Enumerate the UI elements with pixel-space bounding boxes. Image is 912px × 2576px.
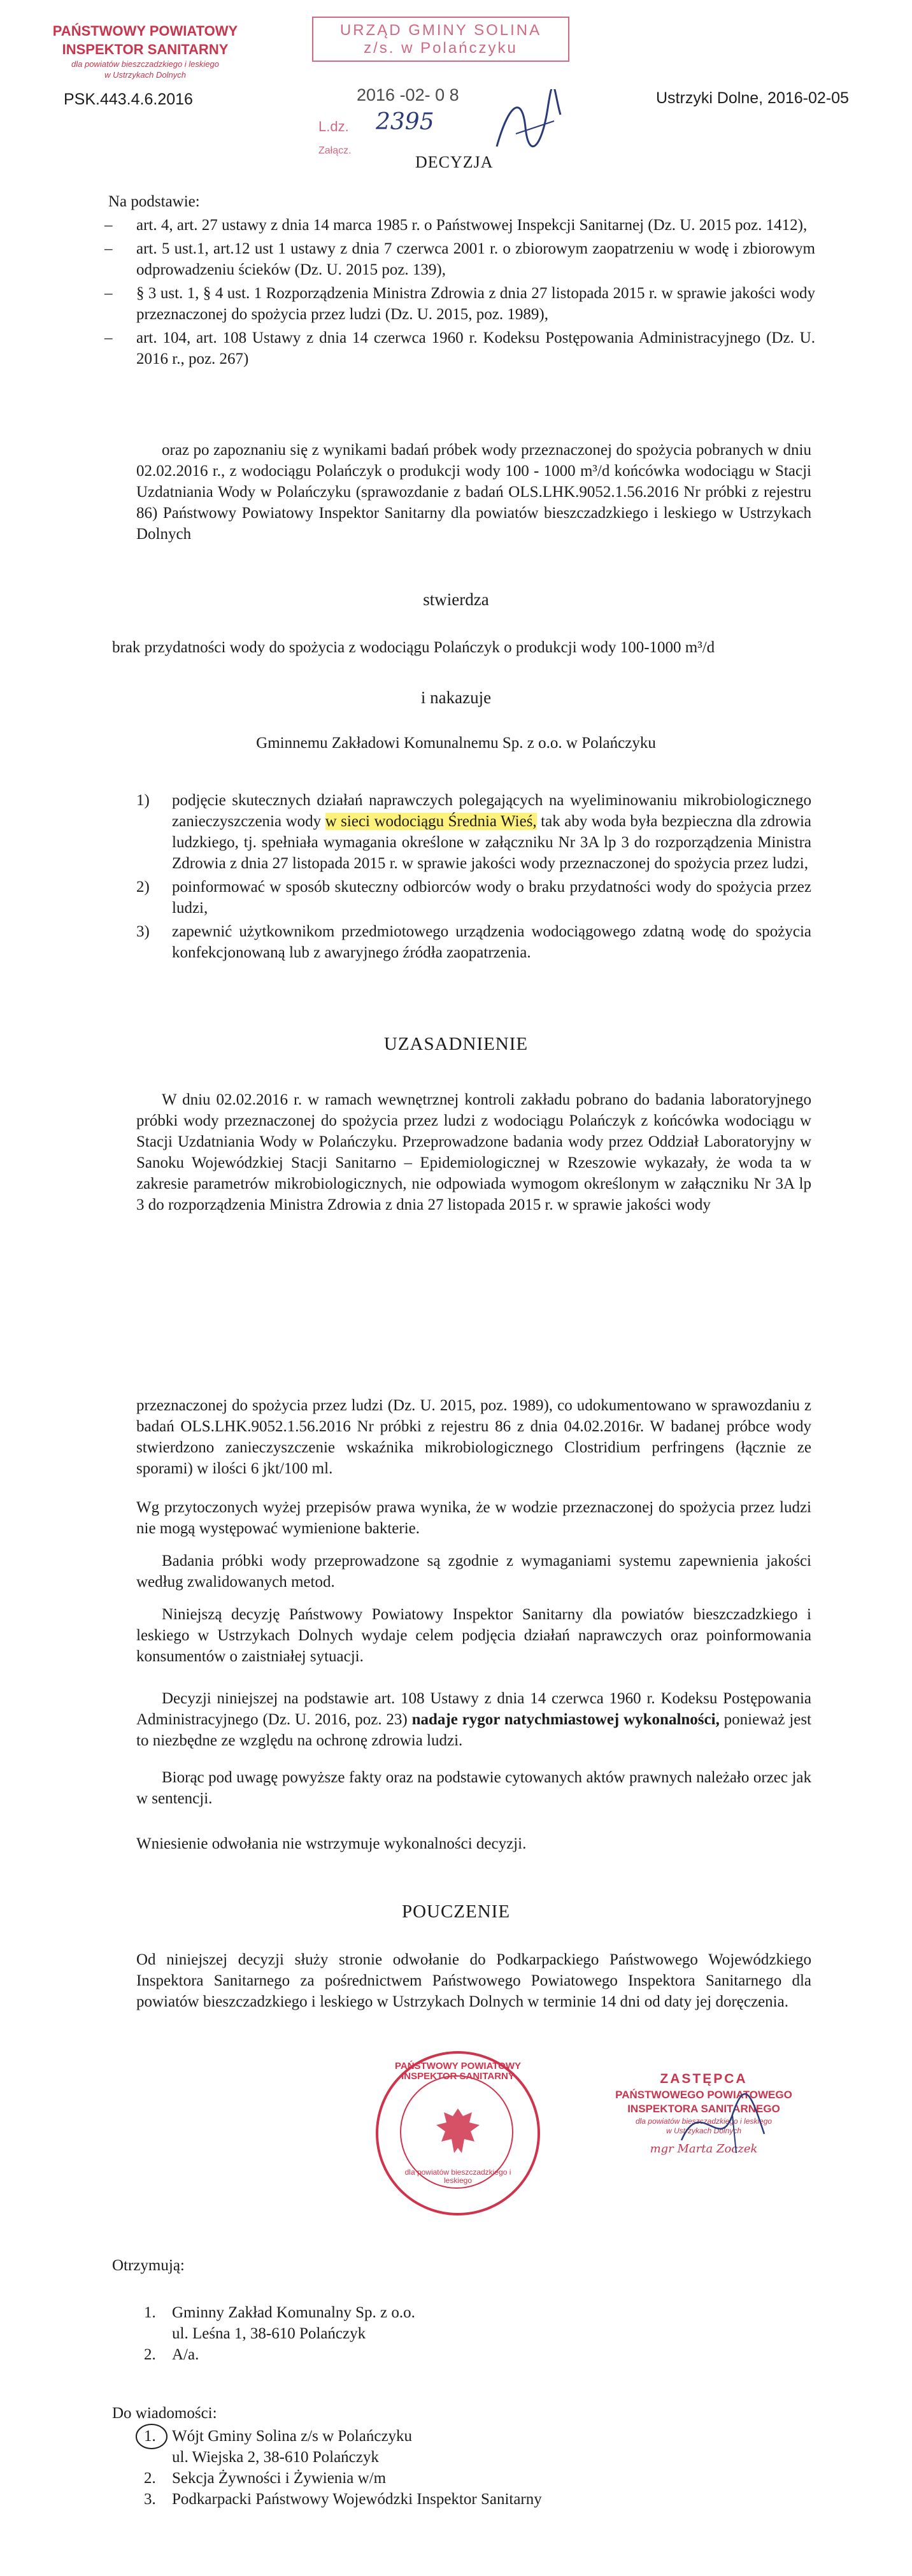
cc-item: [144, 2426, 781, 2468]
signatory-line3: dla powiatów bieszczadzkiego i leskiego: [635, 2116, 773, 2126]
signatory-title: ZASTĘPCA: [660, 2072, 748, 2086]
handwritten-circle-icon: [132, 2421, 171, 2452]
order-label: i nakazuje: [420, 688, 492, 707]
cc-address: ul. Wiejska 2, 38-610 Polańczyk: [172, 2449, 379, 2466]
paragraph-5-text: Decyzji niniejszej na podstawie art. 108 Ustawy z dnia 14 czerwca 1960 r. Kodeksu Postępowania Administracyjnego (Dz. U. 2016, poz. 23): [136, 1690, 811, 1728]
recipient-name: A/a.: [172, 2346, 199, 2363]
issuer-stamp-line3: dla powiatów bieszczadzkiego i leskiego: [71, 59, 219, 69]
cc-name: Podkarpacki Państwowy Wojewódzki Inspektor Sanitarny: [172, 2491, 542, 2508]
order-number: 2): [136, 878, 150, 896]
recipient-item: [144, 2302, 717, 2344]
cc-item: [144, 2489, 781, 2510]
finding-text: brak przydatności wody do spożycia z wodociągu Polańczyk o produkcji wody 100-1000 m³/d: [112, 639, 715, 656]
signatory-line2: INSPEKTORA SANITARNEGO: [627, 2103, 780, 2115]
justification-paragraph-3: Badania próbki wody przeprowadzone są zgodnie z wymaganiami systemu zapewnienia jakości według zwalidowanych metod.: [136, 1552, 811, 1591]
legal-basis: [96, 191, 815, 372]
recipient-name: Gminny Zakład Komunalny Sp. z o.o.: [172, 2304, 415, 2321]
justification-paragraph-1: W dniu 02.02.2016 r. w ramach wewnętrznej kontroli zakładu pobrano do badania laboratoryjnego próbki wody przeznaczonej do spożycia przez ludzi z wodociągu Polańczyk z końcówka wodociągu w Stacji Uzdatniania Wody w Polańczyku. Przeprowadzone badania wody przez Oddział Laboratoryjny w Sanoku Wojewódzkiej Stacji Sanitarno – Epidemiologicznej w Rzeszowie wykazały, że woda ta w zakresie parametrów mikrobiologicznych, nie odpowiada wymogom określonym w załączniku Nr 3A lp 3 do rozporządzenia Ministra Zdrowia z dnia 27 listopada 2015 r. w sprawie jakości wody: [136, 1091, 811, 1213]
signatory-name: mgr Marta Zoczek: [650, 2142, 758, 2156]
instruction-heading: POUCZENIE: [401, 1901, 511, 1922]
reference-number: PSK.443.4.6.2016: [64, 90, 193, 108]
order-item: [136, 877, 811, 919]
order-text: zapewnić użytkownikom przedmiotowego urządzenia wodociągowego zdatną wodę do spożycia konfekcjonowaną lub z awaryjnego źródła zaopatrzenia.: [172, 923, 811, 961]
legal-basis-item: – art. 104, art. 108 Ustawy z dnia 14 czerwca 1960 r. Kodeksu Postępowania Administracyjnego (Dz. U. 2016 r., poz. 267): [96, 327, 815, 369]
justification-paragraph-6: Biorąc pod uwagę powyższe fakty oraz na podstawie cytowanych aktów prawnych należało orzec jak w sentencji.: [136, 1769, 811, 1807]
legal-basis-item: – art. 5 ust.1, art.12 ust 1 ustawy z dnia 7 czerwca 2001 r. o zbiorowym zaopatrzeniu w wodę i zbiorowym odprowadzeniu ścieków (Dz. U. 2015 poz. 139),: [96, 238, 815, 280]
order-number: 3): [136, 923, 150, 940]
handwritten-signature-icon: [490, 89, 567, 159]
justification-paragraph-5: [136, 1688, 811, 1751]
legal-basis-item: – art. 4, art. 27 ustawy z dnia 14 marca 1985 r. o Państwowej Inspekcji Sanitarnej (Dz. U. 2015 poz. 1412),: [96, 215, 815, 236]
received-label: L.dz.: [318, 118, 349, 134]
seal-top-text: PAŃSTWOWY POWIATOWY INSPEKTOR SANITARNY: [394, 2061, 522, 2082]
recipient-address: ul. Leśna 1, 38-610 Polańczyk: [172, 2325, 366, 2342]
received-attachments: Załącz.: [318, 145, 352, 156]
addressee: Gminnemu Zakładowi Komunalnemu Sp. z o.o. w Polańczyku: [256, 734, 656, 752]
recipient-number: 1.: [144, 2304, 156, 2321]
cc-number: 2.: [144, 2470, 156, 2487]
office-stamp-line2: z/s. w Polańczyku: [364, 39, 518, 57]
justification-paragraph-7: Wniesienie odwołania nie wstrzymuje wykonalności decyzji.: [136, 1835, 527, 1852]
order-text-after: tak aby woda była bezpieczna dla zdrowia ludzkiego, tj. spełniała wymagania określone w załączniku Nr 3A lp 3 do rozporządzenia Ministra Zdrowia z dnia 27 listopada 2015 r. w sprawie jakości wody przeznaczonej do spożycia przez ludzi,: [172, 813, 812, 872]
seal-bottom-text: dla powiatów bieszczadzkiego i leskiego: [404, 2168, 511, 2185]
finding-label: stwierdza: [423, 590, 489, 609]
cc-name: Wójt Gminy Solina z/s w Polańczyku: [172, 2428, 413, 2445]
justification-heading: UZASADNIENIE: [383, 1034, 529, 1054]
office-stamp-line1: URZĄD GMINY SOLINA: [339, 22, 542, 39]
order-highlight: w sieci wodociągu Średnia Wieś,: [325, 813, 537, 830]
issuer-stamp-line2: INSPEKTOR SANITARNY: [62, 41, 229, 58]
order-item: [136, 921, 811, 963]
justification-paragraph-4: Niniejszą decyzję Państwowy Powiatowy Inspektor Sanitarny dla powiatów bieszczadzkiego i leskiego w Ustrzykach Dolnych wydaje celem podjęcia działań naprawczych oraz poinformowania konsumentów o zaistniałej sytuacji.: [136, 1606, 811, 1665]
issuer-stamp-line1: PAŃSTWOWY POWIATOWY: [52, 23, 238, 39]
signature-scribble-icon: [675, 2089, 771, 2159]
order-number: 1): [136, 792, 150, 809]
cc-number: 3.: [144, 2491, 156, 2508]
instruction-text: Od niniejszej decyzji służy stronie odwołanie do Podkarpackiego Państwowego Wojewódzkiego Inspektora Sanitarnego za pośrednictwem Państwowego Powiatowego Inspektora Sanitarnego dla powiatów bieszczadzkiego i leskiego w Ustrzykach Dolnych w terminie 14 dni od daty jej doręczenia.: [136, 1951, 811, 2010]
cc-item: [144, 2468, 781, 2489]
orders-list: [136, 790, 811, 966]
eagle-emblem-icon: [432, 2103, 483, 2158]
order-item: [136, 790, 811, 874]
legal-basis-item: – § 3 ust. 1, § 4 ust. 1 Rozporządzenia Ministra Zdrowia z dnia 27 listopada 2015 r. w sprawie jakości wody przeznaczonej do spożycia przez ludzi (Dz. U. 2015, poz. 1989),: [96, 283, 815, 325]
received-number: 2395: [376, 109, 434, 135]
justification-paragraph-1-cont: przeznaczonej do spożycia przez ludzi (Dz. U. 2015, poz. 1989), co udokumentowano w sprawozdaniu z badań OLS.LHK.9052.1.56.2016 Nr próbki z rejestru 86 z dnia 04.02.2016r. W badanej próbce wody stwierdzono zanieczyszczenie wskaźnika mikrobiologicznego Clostridium perfringens (łącznie ze sporami) w ilości 6 jkt/100 ml.: [136, 1397, 811, 1477]
legal-basis-intro: Na podstawie:: [108, 193, 200, 210]
recipient-item: [144, 2344, 717, 2365]
received-date: 2016 -02- 0 8: [357, 85, 459, 104]
cc-label: Do wiadomości:: [112, 2405, 217, 2422]
recipients-list: [144, 2302, 717, 2365]
cc-number: 1.: [144, 2428, 156, 2445]
legal-basis-list: [96, 215, 815, 369]
page-break: [0, 1274, 912, 1350]
signatory-line1: PAŃSTWOWEGO POWIATOWEGO: [615, 2088, 792, 2101]
legal-basis-after: oraz po zapoznaniu się z wynikami badań próbek wody przeznaczonej do spożycia pobranych w dniu 02.02.2016 r., z wodociągu Polańczyk o produkcji wody 100 - 1000 m³/d końcówka wodociągu w Stacji Uzdatniania Wody w Polańczyku (sprawozdanie z badań OLS.LHK.9052.1.56.2016 Nr próbki z rejestru 86) Państwowy Powiatowy Inspektor Sanitarny dla powiatów bieszczadzkiego i leskiego w Ustrzykach Dolnych: [136, 441, 811, 543]
justification-paragraph-2: Wg przytoczonych wyżej przepisów prawa wynika, że w wodzie przeznaczonej do spożycia przez ludzi nie mogą występować wymienione bakterie.: [136, 1499, 811, 1537]
recipients-label: Otrzymują:: [112, 2257, 185, 2274]
order-text-before: podjęcie skutecznych działań naprawczych polegających na wyeliminowaniu mikrobiologicznego zanieczyszczenia wody: [172, 792, 811, 830]
office-stamp: [312, 17, 569, 62]
signatory-line4: w Ustrzykach Dolnych: [666, 2126, 742, 2136]
place-date: Ustrzyki Dolne, 2016-02-05: [656, 89, 849, 107]
order-text: poinformować w sposób skuteczny odbiorców wody o braku przydatności wody do spożycia przez ludzi,: [172, 878, 811, 917]
official-round-seal: [376, 2051, 540, 2215]
cc-name: Sekcja Żywności i Żywienia w/m: [172, 2470, 387, 2487]
issuer-stamp-line4: w Ustrzykach Dolnych: [104, 70, 186, 80]
decision-title: DECYZJA: [415, 153, 494, 171]
immediate-enforcement: nadaje rygor natychmiastowej wykonalności,: [411, 1711, 720, 1728]
issuer-stamp: [50, 22, 241, 80]
paragraph-5-text-after: ponieważ jest to niezbędne ze względu na ochronę zdrowia ludzi.: [136, 1711, 812, 1749]
recipient-number: 2.: [144, 2346, 156, 2363]
cc-list: [144, 2426, 781, 2510]
